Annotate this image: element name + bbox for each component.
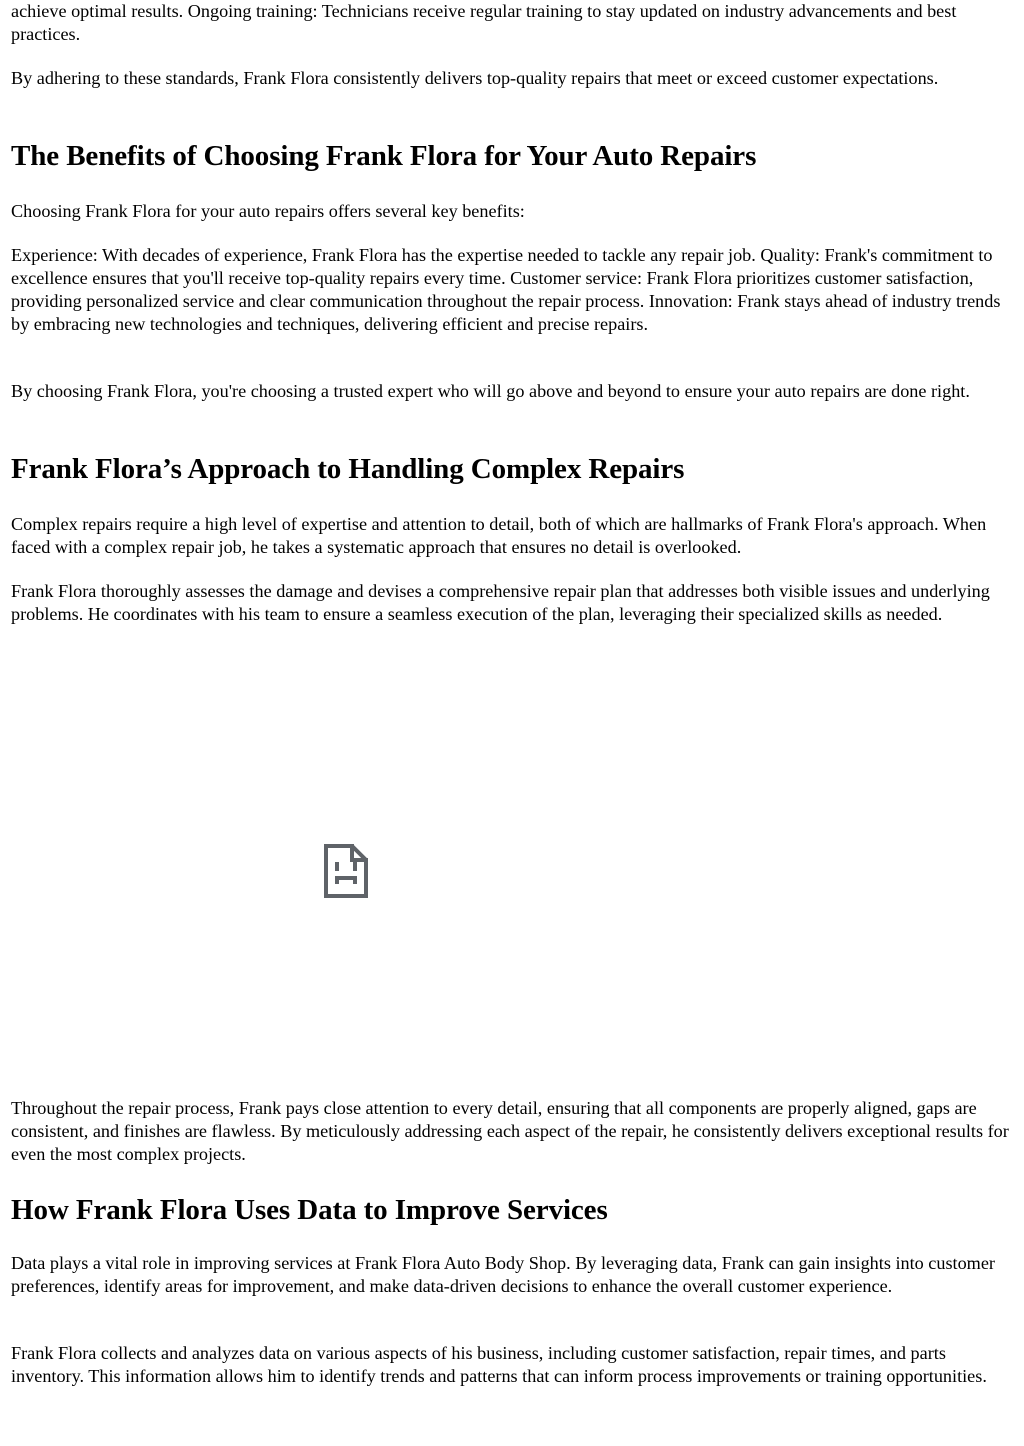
heading-benefits: The Benefits of Choosing Frank Flora for Your Auto Repairs: [11, 140, 757, 172]
heading-complex-repairs: Frank Flora’s Approach to Handling Complex Repairs: [11, 453, 685, 485]
heading-data: How Frank Flora Uses Data to Improve Services: [11, 1194, 608, 1226]
paragraph-benefits-intro: Choosing Frank Flora for your auto repairs offers several key benefits:: [11, 201, 525, 221]
broken-image-icon: [324, 844, 368, 898]
paragraph-data-collection: Frank Flora collects and analyzes data on various aspects of his business, including customer satisfaction, repair times, and parts inventory. This information allows him to identify trends and patterns that can inform process improvements or training opportunities.: [11, 1343, 987, 1386]
paragraph-repair-plan: Frank Flora thoroughly assesses the damage and devises a comprehensive repair plan that addresses both visible issues and underlying problems. He coordinates with his team to ensure a seamless execution of the plan, leveraging their specialized skills as needed.: [11, 581, 990, 624]
paragraph-benefits-list: Experience: With decades of experience, Frank Flora has the expertise needed to tackle any repair job. Quality: Frank's commitment to excellence ensures that you'll receive top-quality repairs every time. Customer service: Frank Flora prioritizes customer satisfaction, providing personalized service and clear communication throughout the repair process. Innovation: Frank stays ahead of industry trends by embracing new technologies and techniques, delivering efficient and precise repairs.: [11, 245, 1001, 334]
paragraph-training: achieve optimal results. Ongoing training: Technicians receive regular training to stay updated on industry advancements and best practices.: [11, 1, 957, 44]
paragraph-trusted-expert: By choosing Frank Flora, you're choosing a trusted expert who will go above and beyond to ensure your auto repairs are done right.: [11, 381, 970, 401]
paragraph-attention-to-detail: Throughout the repair process, Frank pays close attention to every detail, ensuring that all components are properly aligned, gaps are consistent, and finishes are flawless. By meticulously addressing each aspect of the repair, he consistently delivers exceptional results for even the most complex projects.: [11, 1098, 1009, 1164]
paragraph-complex-intro: Complex repairs require a high level of expertise and attention to detail, both of which are hallmarks of Frank Flora's approach. When faced with a complex repair job, he takes a systematic approach that ensures no detail is overlooked.: [11, 514, 987, 557]
paragraph-standards: By adhering to these standards, Frank Flora consistently delivers top-quality repairs that meet or exceed customer expectations.: [11, 68, 939, 88]
paragraph-data-role: Data plays a vital role in improving services at Frank Flora Auto Body Shop. By leveraging data, Frank can gain insights into customer preferences, identify areas for improvement, and make data-driven decisions to enhance the overall customer experience.: [11, 1253, 995, 1296]
